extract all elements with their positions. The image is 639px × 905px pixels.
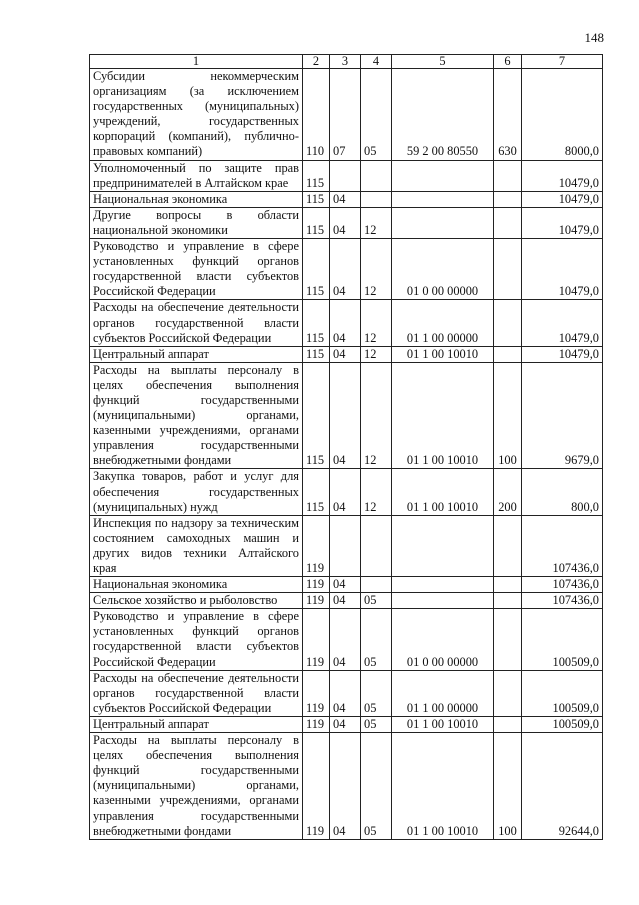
row-expense-type-cell — [494, 207, 522, 238]
row-expense-type-cell: 630 — [494, 69, 522, 161]
row-target-article-cell: 01 1 00 10010 — [392, 716, 494, 732]
row-subsection-cell — [361, 191, 392, 207]
row-subsection-cell — [361, 577, 392, 593]
row-target-article-cell: 01 0 00 00000 — [392, 609, 494, 670]
table-row — [90, 716, 603, 732]
row-name-cell: Расходы на выплаты персоналу в целях обеспечения выполнения функций государственными (муниципальными) органами, казенными учреждениями, органами управления государственными внебюджетными фондами — [90, 733, 303, 840]
row-amount-cell: 107436,0 — [522, 577, 603, 593]
row-target-article-cell: 59 2 00 80550 — [392, 69, 494, 161]
row-target-article-cell: 01 0 00 00000 — [392, 239, 494, 300]
row-amount-cell: 10479,0 — [522, 239, 603, 300]
row-name-cell: Центральный аппарат — [90, 346, 303, 362]
row-expense-type-cell: 200 — [494, 469, 522, 515]
row-expense-type-cell — [494, 716, 522, 732]
row-code-admin-cell: 119 — [303, 716, 330, 732]
table-row — [90, 362, 603, 469]
row-subsection-cell: 05 — [361, 670, 392, 716]
table-row — [90, 670, 603, 716]
row-target-article-cell: 01 1 00 10010 — [392, 346, 494, 362]
row-section-cell: 07 — [330, 69, 361, 161]
row-name-cell: Национальная экономика — [90, 191, 303, 207]
row-amount-cell: 10479,0 — [522, 207, 603, 238]
row-expense-type-cell: 100 — [494, 733, 522, 840]
row-name-cell: Руководство и управление в сфере установленных функций органов государственной власти субъектов Российской Федерации — [90, 239, 303, 300]
row-name-cell: Расходы на обеспечение деятельности органов государственной власти субъектов Российской Федерации — [90, 670, 303, 716]
row-section-cell: 04 — [330, 716, 361, 732]
row-subsection-cell: 05 — [361, 716, 392, 732]
column-header: 2 — [303, 55, 330, 69]
table-row — [90, 469, 603, 515]
row-section-cell: 04 — [330, 469, 361, 515]
row-target-article-cell: 01 1 00 10010 — [392, 733, 494, 840]
row-subsection-cell: 05 — [361, 609, 392, 670]
row-expense-type-cell: 100 — [494, 362, 522, 469]
row-name-cell: Инспекция по надзору за техническим состоянием самоходных машин и других видов техники Алтайского края — [90, 515, 303, 576]
row-target-article-cell: 01 1 00 00000 — [392, 300, 494, 346]
row-amount-cell: 107436,0 — [522, 593, 603, 609]
row-code-admin-cell: 119 — [303, 609, 330, 670]
header-row — [90, 55, 603, 69]
row-expense-type-cell — [494, 346, 522, 362]
row-name-cell: Расходы на выплаты персоналу в целях обеспечения выполнения функций государственными (муниципальными) органами, казенными учреждениями, органами управления государственными внебюджетными фондами — [90, 362, 303, 469]
table-row — [90, 239, 603, 300]
table-row — [90, 515, 603, 576]
row-expense-type-cell — [494, 577, 522, 593]
row-section-cell: 04 — [330, 300, 361, 346]
row-target-article-cell: 01 1 00 10010 — [392, 469, 494, 515]
column-header: 3 — [330, 55, 361, 69]
row-target-article-cell — [392, 577, 494, 593]
row-section-cell: 04 — [330, 670, 361, 716]
row-code-admin-cell: 119 — [303, 670, 330, 716]
row-amount-cell: 100509,0 — [522, 716, 603, 732]
row-subsection-cell: 05 — [361, 69, 392, 161]
row-target-article-cell: 01 1 00 00000 — [392, 670, 494, 716]
row-amount-cell: 800,0 — [522, 469, 603, 515]
row-amount-cell: 8000,0 — [522, 69, 603, 161]
table-row — [90, 160, 603, 191]
row-amount-cell: 92644,0 — [522, 733, 603, 840]
row-code-admin-cell: 119 — [303, 593, 330, 609]
row-code-admin-cell: 119 — [303, 733, 330, 840]
column-header: 1 — [90, 55, 303, 69]
row-section-cell: 04 — [330, 191, 361, 207]
row-expense-type-cell — [494, 160, 522, 191]
row-subsection-cell: 12 — [361, 362, 392, 469]
row-subsection-cell — [361, 515, 392, 576]
row-name-cell: Руководство и управление в сфере установленных функций органов государственной власти субъектов Российской Федерации — [90, 609, 303, 670]
table-row — [90, 733, 603, 840]
row-section-cell: 04 — [330, 609, 361, 670]
row-amount-cell: 9679,0 — [522, 362, 603, 469]
row-name-cell: Субсидии некоммерческим организациям (за исключением государственных (муниципальных) учреждений, государственных корпораций (компаний), публично-правовых компаний) — [90, 69, 303, 161]
row-section-cell — [330, 160, 361, 191]
row-section-cell — [330, 515, 361, 576]
row-name-cell: Расходы на обеспечение деятельности органов государственной власти субъектов Российской Федерации — [90, 300, 303, 346]
table-row — [90, 593, 603, 609]
table-row — [90, 300, 603, 346]
row-code-admin-cell: 115 — [303, 239, 330, 300]
row-name-cell: Сельское хозяйство и рыболовство — [90, 593, 303, 609]
row-target-article-cell — [392, 191, 494, 207]
row-amount-cell: 107436,0 — [522, 515, 603, 576]
row-code-admin-cell: 115 — [303, 160, 330, 191]
row-name-cell: Центральный аппарат — [90, 716, 303, 732]
row-code-admin-cell: 115 — [303, 346, 330, 362]
row-target-article-cell — [392, 593, 494, 609]
row-section-cell: 04 — [330, 733, 361, 840]
table-row — [90, 69, 603, 161]
row-section-cell: 04 — [330, 577, 361, 593]
row-code-admin-cell: 115 — [303, 191, 330, 207]
row-code-admin-cell: 119 — [303, 577, 330, 593]
page-number: 148 — [584, 30, 604, 45]
row-target-article-cell: 01 1 00 10010 — [392, 362, 494, 469]
row-code-admin-cell: 115 — [303, 300, 330, 346]
column-header: 4 — [361, 55, 392, 69]
row-target-article-cell — [392, 207, 494, 238]
row-section-cell: 04 — [330, 362, 361, 469]
row-name-cell: Национальная экономика — [90, 577, 303, 593]
budget-table — [89, 54, 603, 840]
row-amount-cell: 10479,0 — [522, 160, 603, 191]
column-header: 7 — [522, 55, 603, 69]
row-expense-type-cell — [494, 300, 522, 346]
row-section-cell: 04 — [330, 593, 361, 609]
row-code-admin-cell: 115 — [303, 362, 330, 469]
row-subsection-cell: 12 — [361, 239, 392, 300]
row-subsection-cell — [361, 160, 392, 191]
row-expense-type-cell — [494, 670, 522, 716]
row-section-cell: 04 — [330, 346, 361, 362]
row-amount-cell: 100509,0 — [522, 609, 603, 670]
row-code-admin-cell: 110 — [303, 69, 330, 161]
row-section-cell: 04 — [330, 207, 361, 238]
row-expense-type-cell — [494, 593, 522, 609]
row-code-admin-cell: 115 — [303, 469, 330, 515]
row-subsection-cell: 12 — [361, 346, 392, 362]
row-subsection-cell: 12 — [361, 300, 392, 346]
row-expense-type-cell — [494, 239, 522, 300]
row-amount-cell: 10479,0 — [522, 300, 603, 346]
table-row — [90, 207, 603, 238]
row-target-article-cell — [392, 160, 494, 191]
column-header: 5 — [392, 55, 494, 69]
row-amount-cell: 10479,0 — [522, 191, 603, 207]
row-subsection-cell: 12 — [361, 469, 392, 515]
column-header: 6 — [494, 55, 522, 69]
row-section-cell: 04 — [330, 239, 361, 300]
row-name-cell: Закупка товаров, работ и услуг для обеспечения государственных (муниципальных) нужд — [90, 469, 303, 515]
table-row — [90, 577, 603, 593]
row-code-admin-cell: 119 — [303, 515, 330, 576]
row-amount-cell: 10479,0 — [522, 346, 603, 362]
row-subsection-cell: 12 — [361, 207, 392, 238]
row-target-article-cell — [392, 515, 494, 576]
row-subsection-cell: 05 — [361, 733, 392, 840]
row-name-cell: Уполномоченный по защите прав предпринимателей в Алтайском крае — [90, 160, 303, 191]
table-row — [90, 191, 603, 207]
row-expense-type-cell — [494, 191, 522, 207]
row-expense-type-cell — [494, 515, 522, 576]
row-expense-type-cell — [494, 609, 522, 670]
row-amount-cell: 100509,0 — [522, 670, 603, 716]
row-name-cell: Другие вопросы в области национальной экономики — [90, 207, 303, 238]
row-code-admin-cell: 115 — [303, 207, 330, 238]
table-row — [90, 609, 603, 670]
table-row — [90, 346, 603, 362]
row-subsection-cell: 05 — [361, 593, 392, 609]
